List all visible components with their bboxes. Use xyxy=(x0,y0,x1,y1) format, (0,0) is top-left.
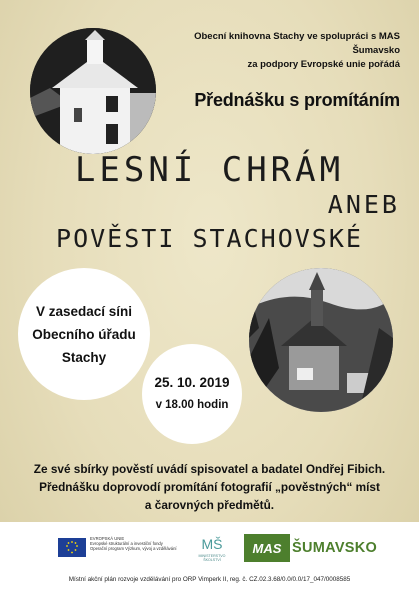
church-photo xyxy=(30,28,156,154)
description-line-2: Přednášku doprovodí promítání fotografií „pověstných“ míst xyxy=(39,480,380,494)
msmt-logo xyxy=(190,534,234,562)
main-title-line-3: POVĚSTI STACHOVSKÉ xyxy=(56,224,363,253)
msmt-label: MINISTERSTVO ŠKOLSTVÍ xyxy=(198,554,226,562)
main-title-line-2: ANEB xyxy=(327,190,400,219)
date-circle xyxy=(142,344,242,444)
main-title-line-1: LESNÍ CHRÁM xyxy=(74,150,345,190)
eu-line-3: Operační program Výzkum, vývoj a vzdělávání xyxy=(90,546,177,551)
venue-circle xyxy=(18,268,150,400)
svg-text:MŠ: MŠ xyxy=(201,536,223,552)
lecture-title: Přednášku s promítáním xyxy=(194,90,400,110)
venue-line-2: Obecního úřadu xyxy=(32,326,136,342)
church-illustration xyxy=(30,28,156,154)
intro-line-1: Obecní knihovna Stachy ve spolupráci s MAS Šumavsko xyxy=(194,31,400,56)
eu-line-1: EVROPSKÁ UNIE xyxy=(90,536,125,541)
eu-line-2: Evropské strukturální a investiční fondy xyxy=(90,541,163,546)
sumavsko-logo-text: ŠUMAVSKO xyxy=(292,540,378,556)
venue-line-1: V zasedací síni xyxy=(35,303,133,319)
organizer-intro xyxy=(160,30,400,72)
event-time: v 18.00 hodin xyxy=(155,399,229,411)
intro-line-2: za podpory Evropské unie pořádá xyxy=(247,59,400,70)
eu-flag-icon xyxy=(58,538,86,557)
village-photo xyxy=(249,268,393,412)
msmt-logo-icon xyxy=(190,534,234,554)
footer-note: Místní akční plán rozvoje vzdělávání pro ORP Vimperk II, reg. č. CZ.02.3.68/0.0/0.0/17_047/0008585 xyxy=(68,576,351,583)
village-illustration xyxy=(249,268,393,412)
description-line-3: a čarovných předmětů. xyxy=(144,498,275,512)
event-date: 25. 10. 2019 xyxy=(154,375,230,390)
description-line-1: Ze své sbírky pověstí uvádí spisovatel a badatel Ondřej Fibich. xyxy=(33,462,386,476)
event-description xyxy=(20,460,399,514)
eu-funding-text xyxy=(90,536,190,551)
sponsor-logos xyxy=(0,532,419,566)
sponsor-footer xyxy=(0,522,419,595)
venue-line-3: Stachy xyxy=(61,349,107,365)
mas-logo: MAS xyxy=(244,534,290,562)
